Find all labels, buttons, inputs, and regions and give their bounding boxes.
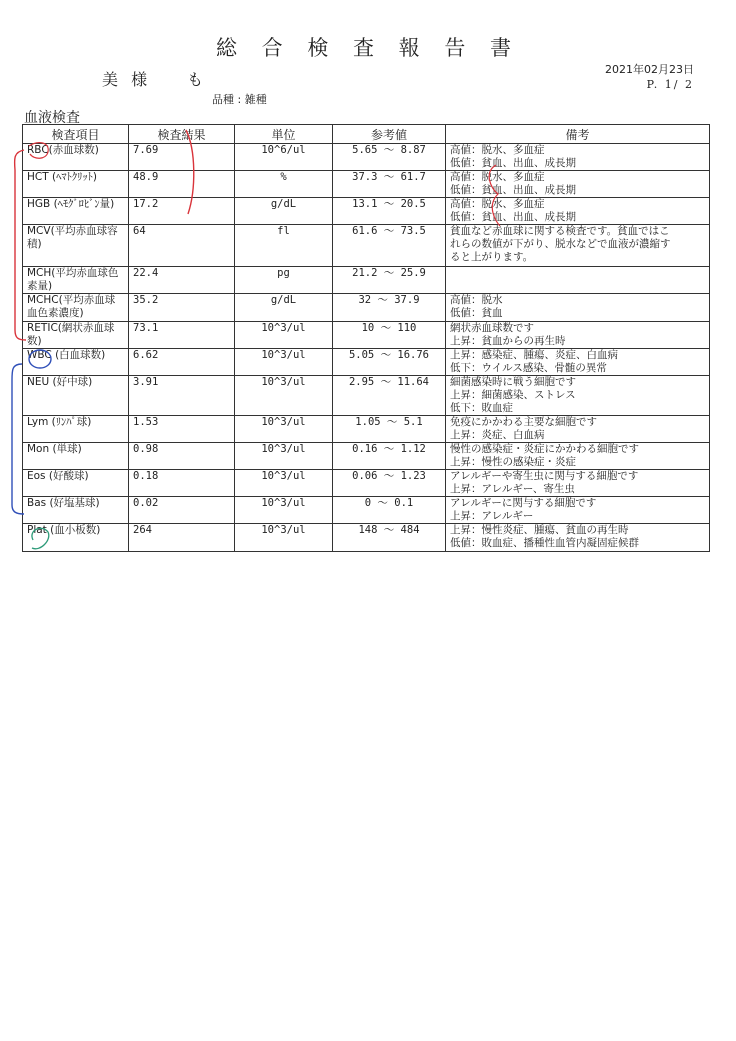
unit-cell: 10^3/ul (235, 470, 333, 497)
note-line: アレルギーに関与する細胞です (450, 497, 597, 509)
result-value-cell: 264 (129, 524, 235, 552)
page-number: P. 1/ 2 (646, 78, 694, 91)
test-item-cell: Eos (好酸球) (23, 470, 129, 497)
unit-cell: 10^3/ul (235, 376, 333, 416)
col-header-reference: 参考値 (333, 125, 446, 144)
reference-range-cell: 0.06 ～ 1.23 (333, 470, 446, 497)
notes-cell (446, 294, 710, 322)
unit-cell: 10^6/ul (235, 144, 333, 171)
test-item-cell: MCH(平均赤血球色素量) (23, 267, 129, 294)
table-row (23, 349, 710, 376)
notes-cell (446, 470, 710, 497)
notes-cell (446, 376, 710, 416)
note-line: 低値：敗血症、播種性血管内凝固症候群 (450, 537, 639, 549)
note-line: 上昇：アレルギー (450, 510, 534, 522)
patient-name: も (187, 70, 208, 89)
patient-honorific: 美 様 (102, 70, 152, 89)
notes-cell (446, 171, 710, 198)
result-value-cell: 64 (129, 225, 235, 267)
test-item-cell: HCT (ﾍﾏﾄｸﾘｯﾄ) (23, 171, 129, 198)
test-item-cell: NEU (好中球) (23, 376, 129, 416)
result-value-cell: 1.53 (129, 416, 235, 443)
reference-range-cell: 148 ～ 484 (333, 524, 446, 552)
result-value-cell: 48.9 (129, 171, 235, 198)
result-value-cell: 3.91 (129, 376, 235, 416)
notes-cell (446, 144, 710, 171)
reference-range-cell: 21.2 ～ 25.9 (333, 267, 446, 294)
unit-cell: g/dL (235, 198, 333, 225)
table-header-row (23, 125, 710, 144)
col-header-item: 検査項目 (23, 125, 129, 144)
test-item-cell: Lym (ﾘﾝﾊﾟ球) (23, 416, 129, 443)
table-row (23, 171, 710, 198)
note-line: 低値：貧血、出血、成長期 (450, 157, 576, 169)
report-title: 総 合 検 査 報 告 書 (215, 36, 521, 60)
notes-cell (446, 267, 710, 294)
test-item-cell: RETIC(網状赤血球数) (23, 322, 129, 349)
result-value-cell: 73.1 (129, 322, 235, 349)
unit-cell: 10^3/ul (235, 416, 333, 443)
reference-range-cell: 13.1 ～ 20.5 (333, 198, 446, 225)
section-title: 血液検査 (24, 110, 80, 126)
reference-range-cell: 0.16 ～ 1.12 (333, 443, 446, 470)
result-value-cell: 22.4 (129, 267, 235, 294)
col-header-result: 検査結果 (129, 125, 235, 144)
test-item-cell: Mon (単球) (23, 443, 129, 470)
reference-range-cell: 0 ～ 0.1 (333, 497, 446, 524)
result-value-cell: 6.62 (129, 349, 235, 376)
notes-cell (446, 349, 710, 376)
result-value-cell: 7.69 (129, 144, 235, 171)
note-line: 上昇：アレルギー、寄生虫 (450, 483, 575, 495)
note-line: 上昇：慢性の感染症・炎症 (450, 456, 576, 468)
note-line: 細菌感染時に戦う細胞です (450, 376, 576, 388)
note-line: 上昇：感染症、腫瘍、炎症、白血病 (450, 349, 618, 361)
notes-cell (446, 497, 710, 524)
note-line: アレルギーや寄生虫に関与する細胞です (450, 470, 639, 482)
notes-cell (446, 524, 710, 552)
note-line: 貧血など赤血球に関する検査です。貧血ではこ (450, 225, 670, 237)
reference-range-cell: 37.3 ～ 61.7 (333, 171, 446, 198)
note-line: 高値：脱水 (450, 294, 503, 306)
patient-line (102, 67, 207, 90)
table-row (23, 376, 710, 416)
test-item-cell: RBC(赤血球数) (23, 144, 129, 171)
note-line: 低下：敗血症 (450, 402, 513, 414)
test-item-cell: Bas (好塩基球) (23, 497, 129, 524)
reference-range-cell: 61.6 ～ 73.5 (333, 225, 446, 267)
note-line: 慢性の感染症・炎症にかかわる細胞です (450, 443, 639, 455)
note-line: 低値：貧血、出血、成長期 (450, 211, 576, 223)
table-row (23, 267, 710, 294)
note-line: 高値：脱水、多血症 (450, 198, 545, 210)
unit-cell: 10^3/ul (235, 443, 333, 470)
test-item-cell: HGB (ﾍﾓｸﾞﾛﾋﾞﾝ量) (23, 198, 129, 225)
result-value-cell: 0.18 (129, 470, 235, 497)
unit-cell: % (235, 171, 333, 198)
table-row (23, 198, 710, 225)
table-row (23, 497, 710, 524)
note-line: 上昇：細菌感染、ストレス (450, 389, 576, 401)
reference-range-cell: 10 ～ 110 (333, 322, 446, 349)
note-line: 上昇：慢性炎症、腫瘍、貧血の再生時 (450, 524, 629, 536)
note-line: ると上がります。 (450, 251, 534, 263)
result-value-cell: 0.98 (129, 443, 235, 470)
table-row (23, 443, 710, 470)
test-item-cell: MCHC(平均赤血球血色素濃度) (23, 294, 129, 322)
table-row (23, 416, 710, 443)
test-item-cell: Plat (血小板数) (23, 524, 129, 552)
notes-cell (446, 198, 710, 225)
col-header-notes: 備考 (446, 125, 710, 144)
result-value-cell: 35.2 (129, 294, 235, 322)
col-header-unit: 単位 (235, 125, 333, 144)
unit-cell: 10^3/ul (235, 322, 333, 349)
unit-cell: fl (235, 225, 333, 267)
note-line: 免疫にかかわる主要な細胞です (450, 416, 597, 428)
note-line: 高値：脱水、多血症 (450, 171, 545, 183)
note-line: 高値：脱水、多血症 (450, 144, 545, 156)
note-line: 低値：貧血 (450, 307, 503, 319)
reference-range-cell: 32 ～ 37.9 (333, 294, 446, 322)
result-value-cell: 17.2 (129, 198, 235, 225)
table-row (23, 225, 710, 267)
unit-cell: 10^3/ul (235, 497, 333, 524)
test-item-cell: WBC (白血球数) (23, 349, 129, 376)
reference-range-cell: 5.05 ～ 16.76 (333, 349, 446, 376)
notes-cell (446, 322, 710, 349)
table-row (23, 294, 710, 322)
report-date: 2021年02月23日 (605, 63, 694, 76)
table-row (23, 322, 710, 349)
unit-cell: g/dL (235, 294, 333, 322)
note-line: れらの数値が下がり、脱水などで血液が濃縮す (450, 238, 671, 250)
result-value-cell: 0.02 (129, 497, 235, 524)
reference-range-cell: 1.05 ～ 5.1 (333, 416, 446, 443)
unit-cell: 10^3/ul (235, 524, 333, 552)
reference-range-cell: 5.65 ～ 8.87 (333, 144, 446, 171)
test-item-cell: MCV(平均赤血球容積) (23, 225, 129, 267)
note-line: 低下：ウイルス感染、骨髄の異常 (450, 362, 607, 374)
note-line: 網状赤血球数です (450, 322, 534, 334)
unit-cell: pg (235, 267, 333, 294)
note-line: 上昇：貧血からの再生時 (450, 335, 566, 347)
blood-test-table (22, 124, 710, 552)
notes-cell (446, 416, 710, 443)
table-row (23, 144, 710, 171)
table-row (23, 524, 710, 552)
unit-cell: 10^3/ul (235, 349, 333, 376)
species-line: 品種 : 雑種 (212, 93, 267, 106)
table-row (23, 470, 710, 497)
note-line: 低値：貧血、出血、成長期 (450, 184, 576, 196)
notes-cell (446, 225, 710, 267)
notes-cell (446, 443, 710, 470)
note-line: 上昇：炎症、白血病 (450, 429, 545, 441)
reference-range-cell: 2.95 ～ 11.64 (333, 376, 446, 416)
